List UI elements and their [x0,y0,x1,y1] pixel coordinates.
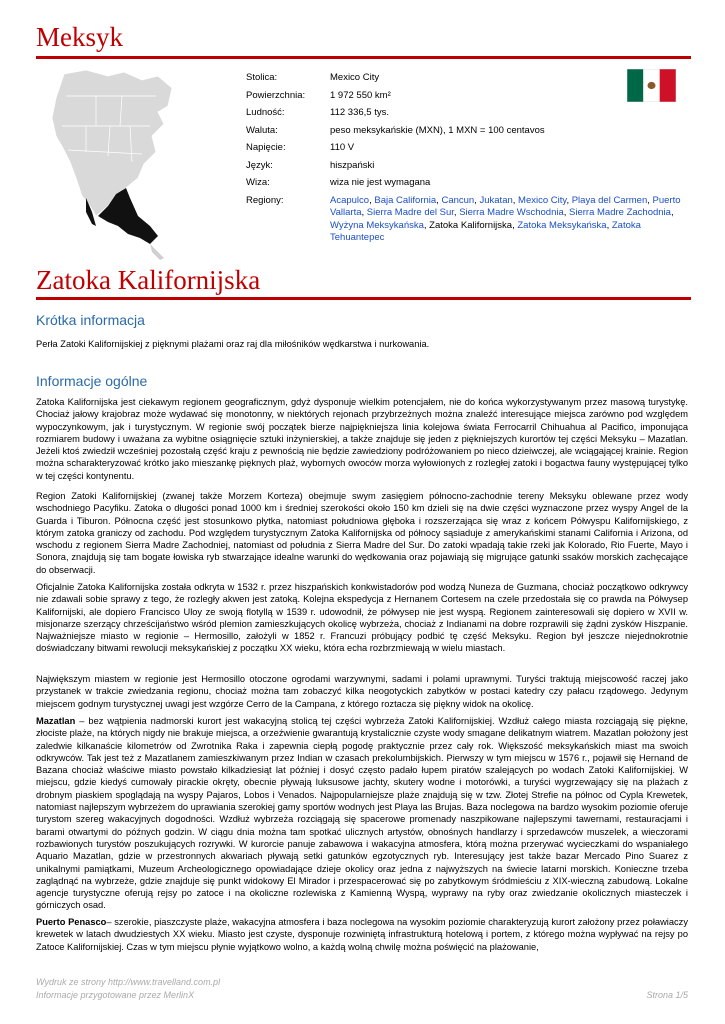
region-link[interactable]: Baja California [374,194,437,206]
region-link[interactable]: Cancun [441,194,475,206]
fact-label: Napięcie: [246,142,286,153]
paragraph [36,490,688,576]
fact-value: 110 V [330,142,355,153]
paragraph-text: Największym miastem w regionie jest Hermosillo otoczone ogrodami warzywnymi, sadami i polami uprawnymi. Turyści traktują miejscowość raczej jako przystanek w trakcie zwiedzania regionu, chociaż można tam zobaczyć kilka neogotyckich zabytków w postaci katedry czy pałacu rządowego. Jedynym miejscem godnym turystycznej uwagi jest wzgórze Cerro de la Campana, z którego roztacza się piękny widok na okolicę. [36,674,688,709]
fact-value: Mexico City [330,72,380,83]
short-info-text: Perła Zatoki Kalifornijskiej z pięknymi plażami oraz raj dla miłośników wędkarstwa i nurkowania. [36,339,430,349]
paragraph-text: Oficjalnie Zatoka Kalifornijska została odkryta w 1532 r. przez hiszpańskich konkwistadorów pod wodzą Nuneza de Guzmana, chociaż początkowo odkrywcy nie zdawali sobie sprawy z tego, że rozległy akwen jest zatoką. Kolejna ekspedycja z Hernanem Cortesem na czele przedostała się co prawda na Półwysep Kalifornijski, ale dopiero Francisco Uloy ze swoją flotyllą w 1539 r. udowodnił, że półwysep nie jest wyspą. Regionem zainteresowali się dopiero w XVII w. misjonarze szerzący chrześcijaństwo wśród plemion zamieszkujących okolicę wybrzeża, chociaż z Indianami na dobre rozprawili się żądni zysków Hiszpanie. Najważniejsze miasto w regionie – Hermosillo, założyli w 1852 r. Francuzi próbujący podbić tę część Meksyku. Region był jeszcze niejednokrotnie doświadczany bitwami rewolucji meksykańskiej z początku XX wieku, która echa rozbrzmiewają w wielu miastach. [36,582,688,654]
footer-credit: Informacje przygotowane przez MerlinX [36,990,195,1000]
fact-area [246,90,696,108]
general-info-heading: Informacje ogólne [36,373,148,389]
fact-value: wiza nie jest wymagana [330,177,431,188]
region-divider [36,297,691,300]
fact-regions [246,195,696,245]
paragraph-text: – szerokie, piaszczyste plaże, wakacyjna atmosfera i baza noclegowa na wysokim poziomie charakteryzują kurort założony przez poławiaczy krewetek w latach dwudziestych XX wieku. Miasto jest czyste, dysponuje rozwiniętą infrastrukturą hotelową i portem, z którego można wypływać na rejsy po Zatoce Kalifornijskiej. Czas w tym miejscu płynie wyjątkowo wolno, a każdą wolną chwilę można poświęcić na plażowanie, [36,917,688,952]
region-link: Zatoka Kalifornijska [429,219,513,231]
paragraph-bold: Mazatlan [36,716,76,726]
fact-currency [246,125,696,143]
paragraph [36,396,688,482]
fact-label: Wiza: [246,177,270,188]
paragraph [36,715,688,912]
fact-value: peso meksykańskie (MXN), 1 MXN = 100 centavos [330,124,545,136]
fact-label: Waluta: [246,124,278,136]
region-link[interactable]: Sierra Madre Wschodnia [459,207,564,218]
fact-value: 1 972 550 km² [330,89,391,101]
country-title: Meksyk [36,22,123,52]
fact-visa [246,177,696,195]
paragraph [36,916,688,953]
paragraph [36,673,688,710]
fact-label: Ludność: [246,107,285,118]
fact-language [246,160,696,178]
region-link[interactable]: Playa del Carmen [571,194,648,206]
paragraph-text: Region Zatoki Kalifornijskiej (zwanej także Morzem Korteza) obejmuje swym zasięgiem północno-zachodnie tereny Meksyku oblewane przez wody wschodniego Pacyfiku. Zatoka o długości ponad 1000 km i średniej szerokości około 150 km dzieli się na dwie części wyznaczone przez wyspy Angel de la Guarda i Tiburon. Północna część jest stosunkowo płytka, natomiast południowa głęboka i rozszerzająca się wraz z końcem Półwyspu Kalifornijskiego, z którym zatoka graniczy od zachodu. Pod względem turystycznym Zatoka Kalifornijska od północy sąsiaduje z amerykańskimi stanami California i Arizona, od wschodu z regionem Sierra Madre Zachodniej, natomiast od południa z Sierra Madre del Sur. Do zatoki wpadają takie rzeki jak Kolorado, Rio Fuerte, Mayo i Sonora, znajdują się tam bogate łowiska ryb stwarzające idealne warunki do wędkowania oraz pojawiają się migrujące gatunki ssaków morskich zachęcające do obserwacji. [36,491,688,575]
short-info-heading: Krótka informacja [36,312,145,328]
fact-population [246,107,696,125]
fact-value: hiszpański [330,159,375,171]
north-america-map-icon [46,66,178,262]
region-link[interactable]: Acapulco [330,194,370,206]
region-title: Zatoka Kalifornijska [36,265,261,295]
fact-capital [246,72,696,90]
region-link[interactable]: Zatoka Tehuantepec [330,219,641,243]
footer-source: Wydruk ze strony http://www.travelland.com.pl [36,977,221,987]
fact-label: Powierzchnia: [246,89,306,101]
region-list: Acapulco, Baja California, Cancun, Jukatan, Mexico City, Playa del Carmen, Puerto Vallarta, Sierra Madre del Sur, Sierra Madre Wschodnia, Sierra Madre Zachodnia, Wyżyna Meksykańska, Zatoka Kalifornijska, Zatoka Meksykańska, Zatoka Tehuantepec [330,194,681,243]
footer-page-number: Strona 1/5 [646,990,688,1000]
region-link[interactable]: Mexico City [518,194,567,206]
fact-voltage [246,142,696,160]
region-link[interactable]: Wyżyna Meksykańska [330,219,424,231]
fact-label: Regiony: [246,194,284,206]
paragraph [36,581,688,655]
region-link[interactable]: Jukatan [479,194,513,206]
region-link[interactable]: Puerto Vallarta [330,194,681,218]
country-facts [246,72,696,245]
fact-label: Język: [246,159,273,171]
paragraph-text: – bez wątpienia nadmorski kurort jest wakacyjną stolicą tej części wybrzeża Zatoki Kalifornijskiej. Wzdłuż całego miasta rozciągają się piękne, złociste plaże, na których nigdy nie brakuje miejsca, a orzeźwienie gwarantują krystalicznie czyste wody smagane delikatnym wiatrem. Mazatlan położony jest zaledwie kilkanaście kilometrów od Zwrotnika Raka i zapewnia ciepłą pogodę praktycznie przez cały rok. Większość meksykańskich miast ma swoich odkrywców. Tak jest też z Mazatlanem zamieszkiwanym przez Indian w czasach prekolumbijskich. Pierwszy w tym miejscu w 1576 r., pojawił się Hernand de Bazana chociaż właściwe miasto powstało kilkadziesiąt lat później i dosyć często padało łupem piratów szalejących po wodach Zatoki Kalifornijskiej. W miejscu, gdzie kiedyś cumowały pirackie okręty, obecnie pływają luksusowe jachty, skutery wodne i motorówki, a turyści wygrzewający się na plażach z drobnym piaskiem spoglądają na wyspy Pajaros, Lobos i Venados. Najpopularniejsze plaże znajdują się w tzw. Złotej Strefie na północ od Cypla Krewetek, natomiast najlepszym wybrzeżem do uprawiania szerokiej gamy sportów wodnych jest Playa las Brujas. Baza noclegowa na bardzo wysokim poziomie oferuje turystom szereg wakacyjnych dogodności. Wzdłuż wybrzeża rozciągają się spacerowe promenady naszpikowane najlepszymi tawernami, restauracjami i barami otwartymi do późnych godzin. W ciągu dnia można tam spotkać ulicznych artystów, obnośnych handlarzy i sprzedawców muszelek, a wieczorami rozbawionych turystów poszukujących rozrywki. W kurorcie panuje zabawowa i wakacyjna atmosfera, którą można przerywać wycieczkami do wspaniałego Aquario Mazatlan, gdzie w przestronnych akwariach pływają setki gatunków egzotycznych ryb. Interesujący jest także bazar Mercado Pino Suarez z unikalnymi pamiątkami, Muzeum Archeologicznego opowiadające dzieje okolicy oraz jedna z najwyższych na świecie latarni morskich. Konieczne trzeba zaglądnąć na wybrzeże, gdzie znajduje się punkt widokowy El Mirador i przespacerować się po zabytkowym śródmieściu z XIX-wieczną zabudową. Lokalne agencje turystyczne oferują rejsy po zatoce i na okoliczne rozlewiska z Kamienną Wyspą, wyprawy na ryby oraz zwiedzanie okolicznych miasteczek i górniczych osad. [36,716,688,911]
paragraph-bold: Puerto Penasco [36,917,107,927]
region-link[interactable]: Sierra Madre del Sur [366,207,454,218]
region-link[interactable]: Sierra Madre Zachodnia [569,207,671,218]
title-divider [36,56,691,59]
fact-label: Stolica: [246,72,278,83]
fact-value: 112 336,5 tys. [330,107,389,118]
region-link[interactable]: Zatoka Meksykańska [517,219,607,231]
paragraph-text: Zatoka Kalifornijska jest ciekawym regionem geograficznym, gdyż dysponuje wielkim potencjałem, nie do końca wykorzystywanym przez masową turystykę. Chociaż jałowy krajobraz może wydawać się monotonny, w niektórych rejonach przybrzeżnych można znaleźć interesujące miejsca zarówno pod względem wypoczynkowym, jak i turystycznym. W regionie swój początek bierze najpiękniejsza linia kolejowa świata Ferrocarril Chihuahua al Pacifico, imponująca rozmiarem budowy i uważana za wybitne osiągnięcie sztuki inżynierskiej, a także znajduje się jeden z piękniejszych kurortów tej części Meksyku – Mazatlan. Jeżeli ktoś zwiedził wcześniej pozostałą część kraju z pewnością nie będzie zawiedziony podróżowaniem po nieco dzieiwczej, ale wciągającej krainie. Region można scharakteryzować krótko jako mieszankę pięknych plaż, wybornych owoców morza wyłowionych z rozległej zatoki i bogactwa fauny występującej tylko w tej części kontynentu. [36,397,688,481]
